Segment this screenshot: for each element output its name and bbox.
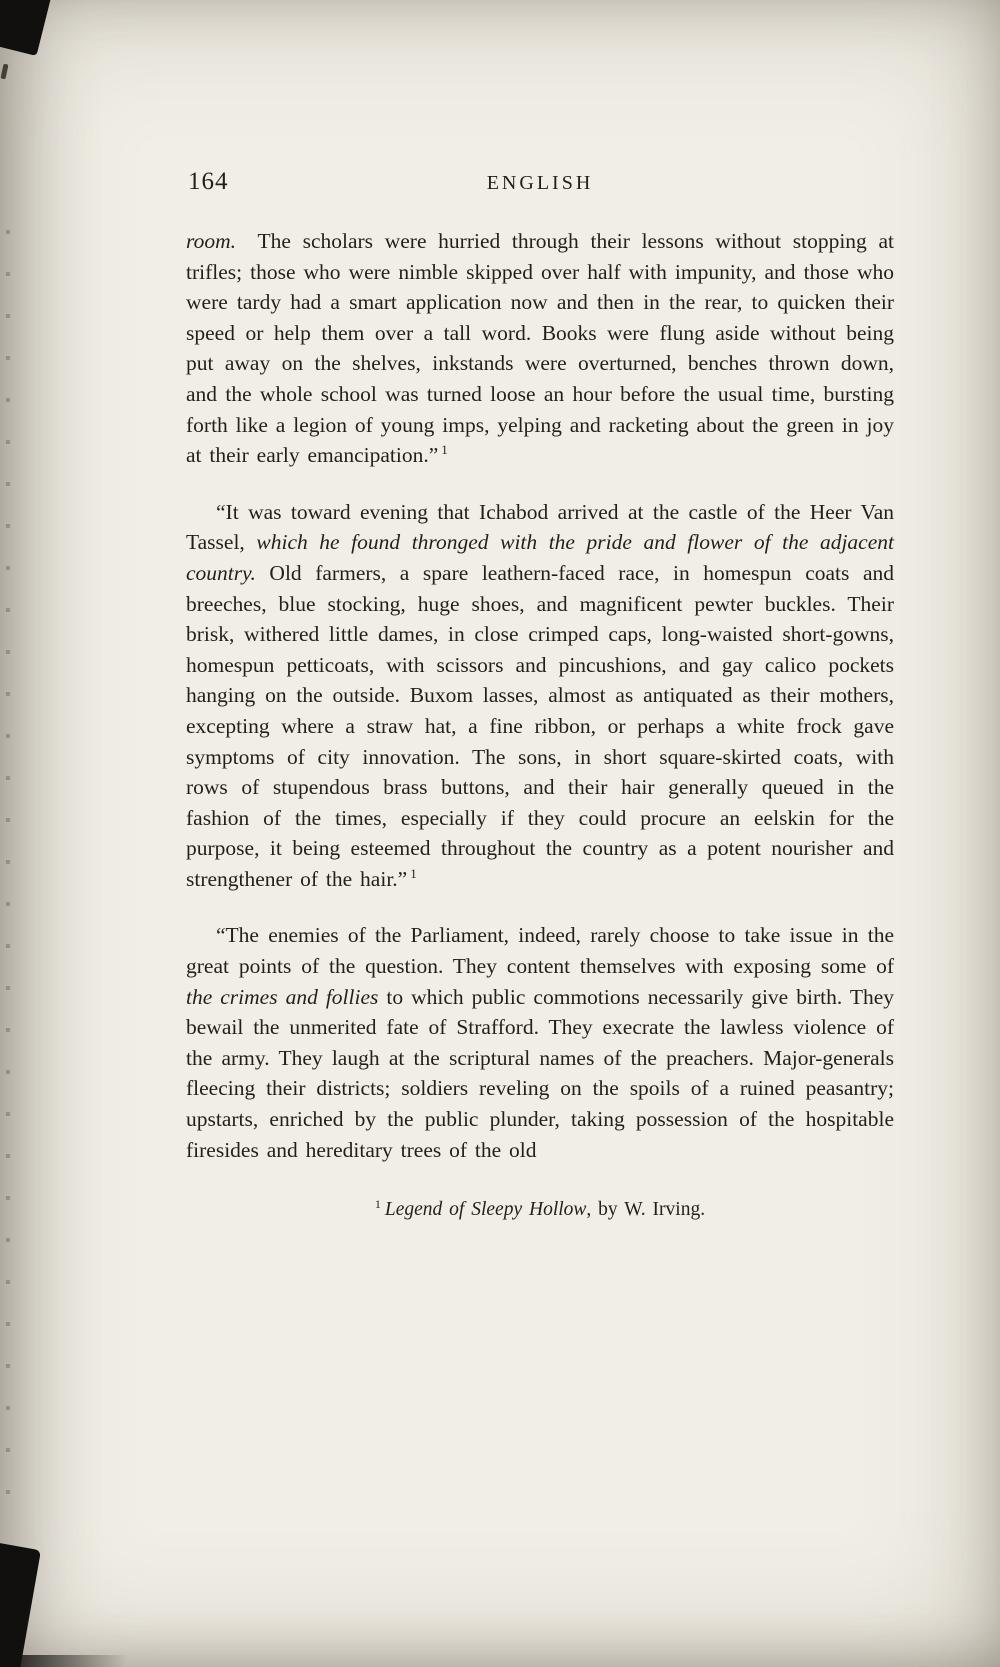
paragraph-2-opening: “It was toward evening that Ichabod arrived at the castle of the Heer Van Tassel, — [186, 499, 894, 555]
paragraph-3-opening: “The enemies of the Parliament, indeed, rarely choose to take issue in the great points of the question. They content themselves with exposing some of — [186, 923, 894, 979]
scan-artifact-corner-top-left — [0, 0, 53, 56]
page-number: 164 — [188, 168, 229, 195]
footnote — [186, 1196, 894, 1221]
paragraph-2 — [186, 497, 894, 895]
scan-artifact-bottom-smudge — [10, 1655, 129, 1667]
paragraph-1-italic-lead: room. — [186, 229, 236, 253]
page-header — [186, 168, 894, 202]
paragraph-1-body: The scholars were hurried through their lessons without stopping at trifles; those who were nimble skipped over half with impunity, and those who were tardy had a smart application now and then in the rear, to quicken their speed or help them over a tall word. Books were flung aside without being put away on the shelves, inkstands were overturned, benches thrown down, and the whole school was turned loose an hour before the usual time, bursting forth like a legion of young imps, yelping and racketing about the green in joy at their early emancipation.” — [186, 229, 894, 468]
footnote-work-title: Legend of Sleepy Hollow — [384, 1199, 587, 1221]
paragraph-1 — [186, 226, 894, 471]
footnote-attribution: , by W. Irving. — [586, 1199, 706, 1221]
footnote-reference-1: 1 — [441, 442, 448, 457]
footnote-reference-2: 1 — [410, 865, 417, 881]
paragraph-2-italic-phrase: which he found thronged with the pride and flower of the adjacent country. — [186, 530, 894, 585]
paragraph-3-italic-phrase: the crimes and follies — [186, 984, 379, 1009]
scan-artifact-corner-bottom-left — [0, 1540, 41, 1667]
scan-artifact-left-edge-dots — [6, 230, 10, 1517]
paragraph-3 — [186, 920, 894, 1165]
scan-artifact-speck-left — [0, 64, 8, 80]
paragraph-2-body: Old farmers, a spare leathern-faced race, in homespun coats and breeches, blue stocking, huge shoes, and magnificent pewter buckles. Their brisk, withered little dames, in close crimped caps, long-waisted short-gowns, homespun petticoats, with scissors and pincushions, and gay calico pockets hanging on the outside. Buxom lasses, almost as antiquated as their mothers, excepting where a straw hat, a fine ribbon, or perhaps a white frock gave symptoms of city innovation. The sons, in short square-skirted coats, with rows of stupendous brass buttons, and their hair generally queued in the fashion of the times, especially if they could procure an eelskin for the purpose, it being esteemed throughout the country as a potent nourisher and strengthener of the hair.” — [186, 560, 894, 891]
paragraph-3-body: to which public commotions necessarily give birth. They bewail the unmerited fate of Strafford. They execrate the lawless violence of the army. They laugh at the scriptural names of the preachers. Major-generals fleecing their districts; soldiers reveling on the spoils of a ruined peasantry; upstarts, enriched by the public plunder, taking possession of the hospitable firesides and hereditary trees of the old — [186, 984, 894, 1162]
footnote-marker: 1 — [374, 1196, 381, 1211]
running-title: ENGLISH — [486, 172, 594, 194]
page-content — [186, 168, 894, 1221]
